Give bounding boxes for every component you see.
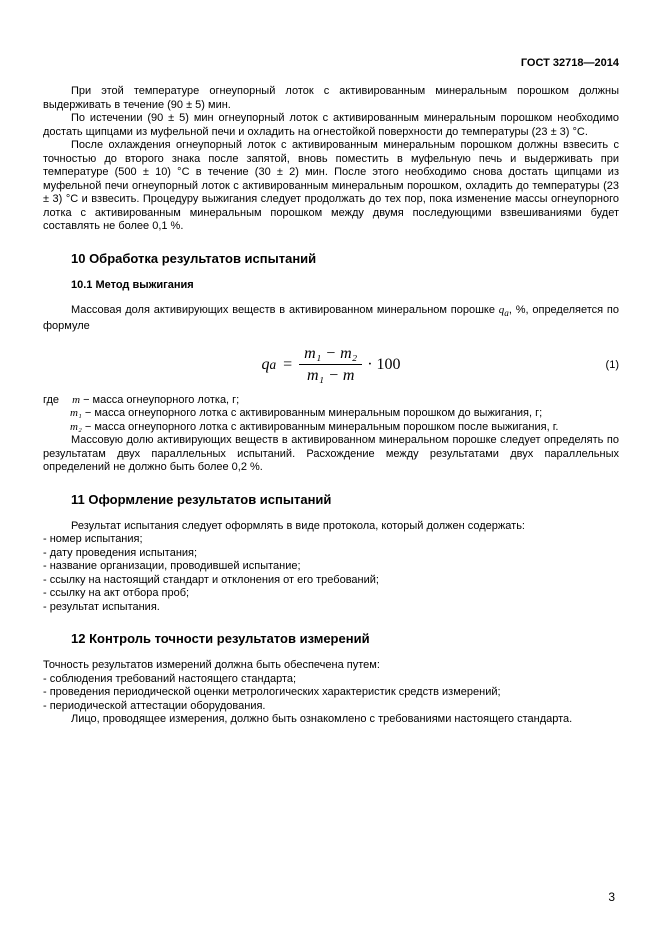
- paragraph-operator-requirement: Лицо, проводящее измерения, должно быть ознакомлено с требованиями настоящего стандарта.: [71, 713, 573, 726]
- paragraph-accuracy-intro: Точность результатов измерений должна быть обеспечена путем:: [43, 659, 380, 672]
- formula-number: (1): [605, 358, 619, 371]
- paragraph-cooling: По истечении (90 ± 5) мин огнеупорный лоток с активированным минеральным порошком необходимо достать щипцами из муфельной печи и охладить на огнестойкой поверхности до температуры (23 ± 3) °С.: [43, 112, 619, 138]
- section-11-title: 11 Оформление результатов испытаний: [71, 491, 332, 507]
- section-10-1-title: 10.1 Метод выжигания: [71, 278, 194, 291]
- where-text: − масса огнеупорного лотка с активированным минеральным порошком до выжигания, г;: [81, 407, 543, 420]
- paragraph-protocol-intro: Результат испытания следует оформлять в виде протокола, который должен содержать:: [71, 519, 525, 532]
- list-item-accuracy: - периодической аттестации оборудования.: [43, 699, 266, 712]
- paragraph-mass-fraction: [43, 304, 619, 334]
- section-12-title: 12 Контроль точности результатов измерений: [71, 631, 370, 647]
- list-item-protocol: - номер испытания;: [43, 533, 143, 546]
- paragraph-parallel-tests: Массовую долю активирующих веществ в активированном минеральном порошке следует определять по результатам двух параллельных испытаний. Расхождение между результатами двух параллельных определений не должно быть более 0,2 %.: [43, 434, 619, 474]
- list-item-accuracy: - соблюдения требований настоящего стандарта;: [43, 672, 297, 685]
- paragraph-text: , %, определяется по формуле: [43, 303, 619, 333]
- list-item-protocol: - название организации, проводившей испытание;: [43, 560, 301, 573]
- formula-lhs: q: [261, 355, 270, 373]
- equals-sign: =: [283, 355, 293, 373]
- variable-q-subscript: a: [504, 307, 509, 318]
- list-item-protocol: - ссылку на акт отбора проб;: [43, 587, 190, 600]
- document-content: [43, 57, 619, 727]
- list-item-protocol: - ссылку на настоящий стандарт и отклонения от его требований;: [43, 573, 379, 586]
- fraction-numerator: m₁ − m₂: [299, 344, 362, 365]
- variable-m2: m₂: [70, 420, 82, 433]
- doc-code: ГОСТ 32718—2014: [520, 57, 619, 69]
- list-item-accuracy: - проведения периодической оценки метрологических характеристик средств измерений;: [43, 686, 501, 699]
- paragraph-weighing-procedure: После охлаждения огнеупорный лоток с активированным минеральным порошком должны взвесить с точностью до второго знака после запятой, вновь поместить в муфельную печь и выдерживать при температуре (500 ± 10) °С в течение (30 ± 2) мин. После этого необходимо снова достать щипцами из муфельной печи огнеупорный лоток с активированным минеральным порошком, охладить до температуры (23 ± 3) °С и взвесить. Процедуру выжигания следует продолжать до тех пор, пока изменение массы огнеупорного лотка с активированным минеральным порошком между двумя последующими взвешиваниями будет составлять не более 0,1 %.: [43, 139, 619, 232]
- document-header: [43, 57, 619, 69]
- variable-q: q: [498, 303, 505, 316]
- section-10-title: 10 Обработка результатов испытаний: [71, 250, 317, 266]
- formula-lhs-subscript: a: [269, 356, 277, 372]
- where-clause-m1: [43, 407, 619, 421]
- formula-expression: [261, 344, 400, 385]
- where-text: − масса огнеупорного лотка, г;: [80, 393, 240, 406]
- page-number: 3: [608, 890, 615, 904]
- variable-m1: m₁: [70, 407, 82, 420]
- formula-factor: · 100: [367, 355, 401, 373]
- fraction-denominator: m₁ − m: [306, 367, 355, 385]
- list-item-protocol: - дату проведения испытания;: [43, 546, 198, 559]
- where-text: − масса огнеупорного лотка с активированным минеральным порошком после выжигания, г.: [81, 420, 559, 433]
- where-clause-m: [43, 394, 619, 408]
- where-label: где: [43, 393, 60, 406]
- paragraph-text: Массовая доля активирующих веществ в активированном минеральном порошке: [71, 303, 499, 316]
- where-clause-m2: [43, 421, 619, 435]
- list-item-protocol: - результат испытания.: [43, 600, 160, 613]
- variable-m: m: [72, 393, 81, 406]
- formula-1: [43, 344, 619, 386]
- paragraph-temperature-hold: При этой температуре огнеупорный лоток с активированным минеральным порошком должны выдерживать в течение (90 ± 5) мин.: [43, 85, 619, 111]
- fraction: [299, 344, 362, 385]
